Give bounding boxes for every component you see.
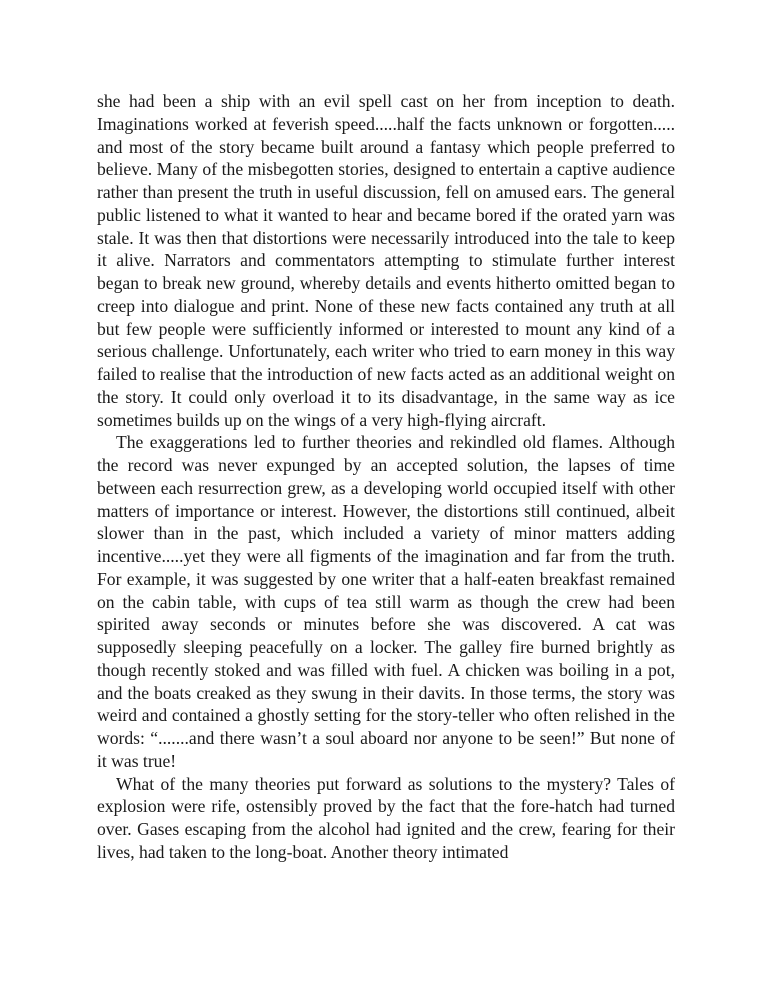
document-page (97, 90, 675, 864)
paragraph-3: What of the many theories put forward as solutions to the mystery? Tales of explosion were rife, ostensibly proved by the fact that the fore-hatch had turned over. Gases escaping from the alcohol had ignited and the crew, fearing for their lives, had taken to the long-boat. Another theory intimated (97, 773, 675, 862)
paragraph-1: she had been a ship with an evil spell cast on her from inception to death. Imaginations worked at feverish speed.....half the facts unknown or forgotten..... and most of the story became built around a fantasy which people preferred to believe. Many of the misbegotten stories, designed to entertain a captive audience rather than present the truth in useful discussion, fell on amused ears. The general public listened to what it wanted to hear and became bored if the orated yarn was stale. It was then that distortions were necessarily introduced into the tale to keep it alive. Narrators and commentators attempting to stimulate further interest began to break new ground, whereby details and events hitherto omitted began to creep into dialogue and print. None of these new facts contained any truth at all but few people were sufficiently informed or interested to mount any kind of a serious challenge. Unfortunately, each writer who tried to earn money in this way failed to realise that the introduction of new facts acted as an additional weight on the story. It could only overload it to its disadvantage, in the same way as ice sometimes builds up on the wings of a very high-flying aircraft. (97, 91, 675, 430)
paragraph-2: The exaggerations led to further theories and rekindled old flames. Although the record was never expunged by an accepted solution, the lapses of time between each resurrection grew, as a developing world occupied itself with other matters of importance or interest. However, the distortions still continued, albeit slower than in the past, which included a variety of minor matters adding incentive.....yet they were all figments of the imagination and far from the truth. For example, it was suggested by one writer that a half-eaten breakfast remained on the cabin table, with cups of tea still warm as though the crew had been spirited away seconds or minutes before she was discovered. A cat was supposedly sleeping peacefully on a locker. The galley fire burned brightly as though recently stoked and was filled with fuel. A chicken was boiling in a pot, and the boats creaked as they swung in their davits. In those terms, the story was weird and contained a ghostly setting for the story-teller who often relished in the words: “.......and there wasn’t a soul aboard nor anyone to be seen!” But none of it was true! (97, 432, 675, 771)
